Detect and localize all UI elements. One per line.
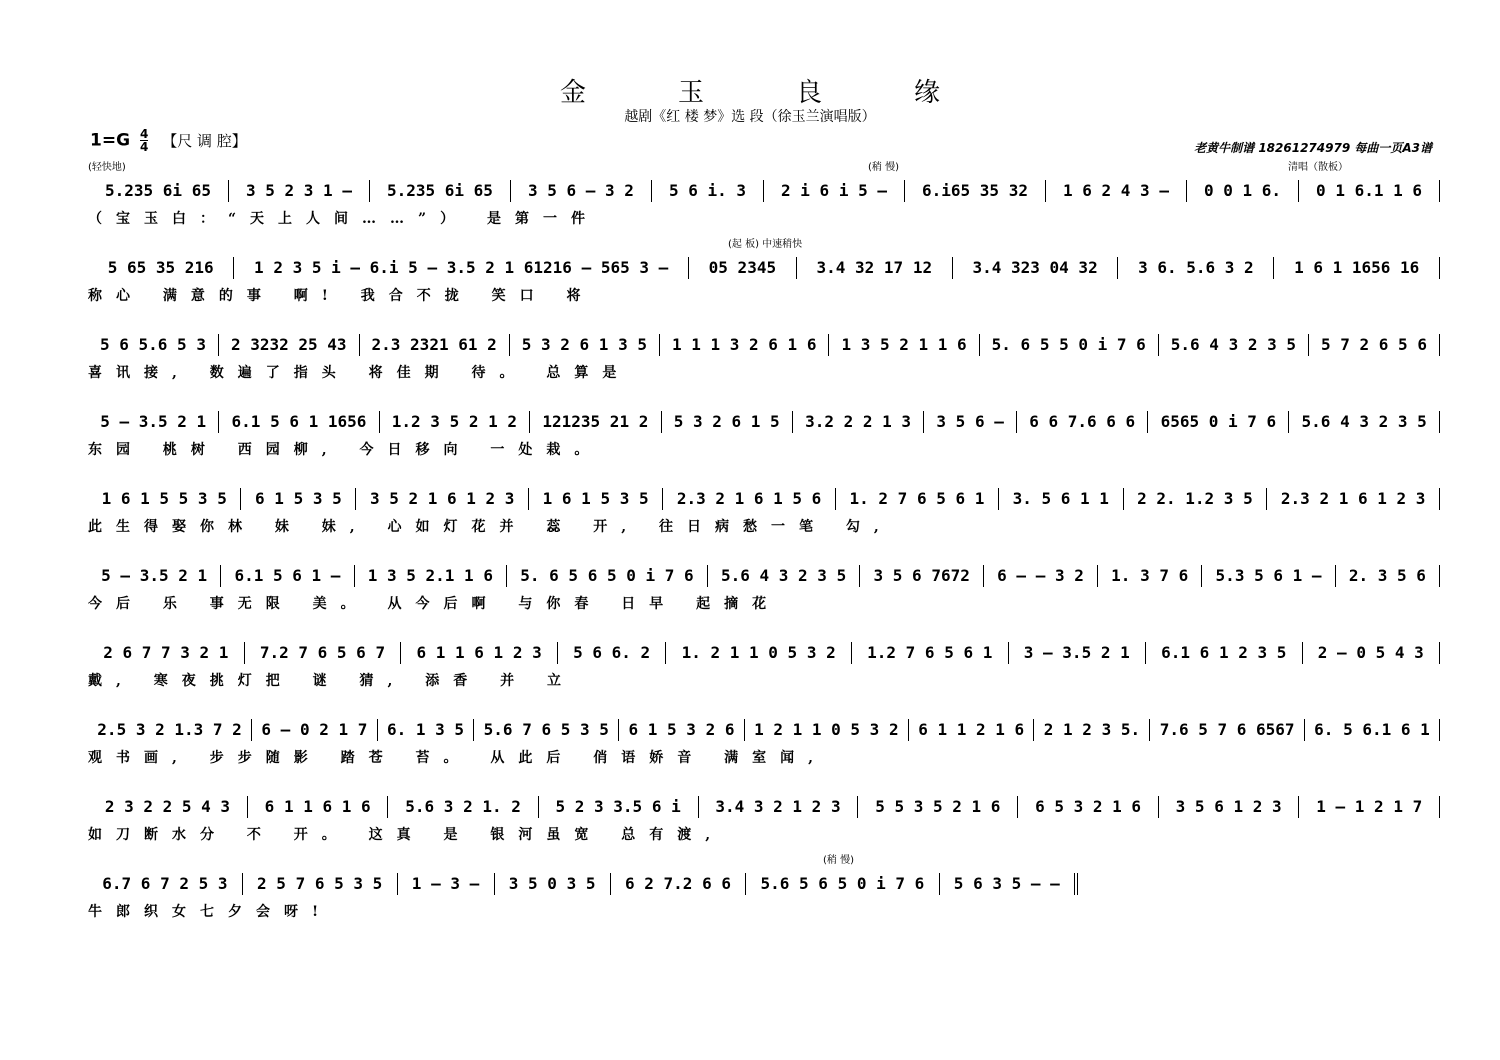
tempo-mark: 清唱（散板） (1288, 162, 1348, 173)
measure: 0 0 1 6. (1187, 180, 1299, 202)
measure: 2.3 2 1 6 1 5 6 (663, 488, 836, 510)
measure: 1 6 1 1656 16 (1274, 257, 1440, 279)
music-system (88, 642, 1440, 702)
measure: 3 5 6 7672 (860, 565, 984, 587)
measure: 6 2 7.2 6 6 (611, 873, 747, 895)
measure: 6565 0 i 7 6 (1148, 411, 1289, 433)
measure: 1.2 7 6 5 6 1 (852, 642, 1009, 664)
measure: 2 3 2 2 5 4 3 (88, 796, 248, 818)
tempo-mark: (稍 慢) (823, 855, 854, 866)
measure: 7.2 7 6 5 6 7 (245, 642, 402, 664)
measure: 6 – 0 2 1 7 (252, 719, 378, 741)
music-system (88, 334, 1440, 394)
measure: 5 3 2 6 1 5 (662, 411, 793, 433)
measure: 2.5 3 2 1.3 7 2 (88, 719, 252, 741)
measure: 6 1 1 6 1 2 3 (401, 642, 558, 664)
measure: 1 2 3 5 i – 6.i 5 – 3.5 2 1 61216 – 565 3 – (234, 257, 689, 279)
notes-row (88, 180, 1440, 202)
measure: 2 6 7 7 3 2 1 (88, 642, 245, 664)
measure: 5 5 3 5 2 1 6 (858, 796, 1018, 818)
notes-row (88, 719, 1440, 741)
measure: 2 3232 25 43 (219, 334, 360, 356)
measure: 1 6 1 5 5 3 5 (88, 488, 241, 510)
measure: 1. 3 7 6 (1098, 565, 1202, 587)
measure: 1 – 1 2 1 7 (1299, 796, 1440, 818)
measure: 5 6 6. 2 (558, 642, 666, 664)
measure: 2 i 6 i 5 – (764, 180, 905, 202)
lyrics-line: 如刀断水分 不 开。 这真 是 银河虽宽 总有渡, (88, 827, 725, 843)
measure: 1. 2 1 1 0 5 3 2 (666, 642, 852, 664)
notes-row (88, 873, 1078, 895)
mode-label: 【尺 调 腔】 (162, 131, 247, 150)
measure: 3.4 323 04 32 (953, 257, 1119, 279)
notes-row (88, 334, 1440, 356)
time-signature (140, 128, 148, 153)
measure: 1 – 3 – (398, 873, 495, 895)
lyrics-line: 观书画, 步步随影 踏苍 苔。 从此后 俏语娇音 满室闻, (88, 750, 827, 766)
measure: 5. 6 5 6 5 0 i 7 6 (507, 565, 708, 587)
measure: 6.7 6 7 2 5 3 (88, 873, 243, 895)
measure: 5 3 2 6 1 3 5 (510, 334, 660, 356)
measure: 1.2 3 5 2 1 2 (380, 411, 531, 433)
measure: 3 – 3.5 2 1 (1009, 642, 1146, 664)
measure: 3 5 0 3 5 (495, 873, 611, 895)
score-title: 金玉良缘 (559, 78, 1032, 108)
measure: 05 2345 (689, 257, 797, 279)
measure: 6 1 5 3 2 6 (619, 719, 745, 741)
music-system (88, 162, 1440, 240)
measure: 1. 2 7 6 5 6 1 (836, 488, 999, 510)
measure: 2. 3 5 6 (1336, 565, 1440, 587)
tempo-mark: (起 板) 中速稍快 (728, 239, 803, 250)
lyrics-line: 喜讯接, 数遍了指头 将佳期 待。 总算是 (88, 365, 631, 381)
measure: 5 2 3 3.5 6 i (539, 796, 699, 818)
measure: 5.6 4 3 2 3 5 (708, 565, 861, 587)
measure: 0 1 6.1 1 6 (1299, 180, 1440, 202)
measure: 6 5 3 2 1 6 (1018, 796, 1159, 818)
measure: 5.235 6i 65 (88, 180, 229, 202)
lyrics-line: 此生得娶你林 妹 妹, 心如灯花并 蕊 开, 往日病愁一笔 勾, (88, 519, 893, 535)
measure: 6 1 1 2 1 6 (909, 719, 1035, 741)
notes-row (88, 565, 1440, 587)
measure: 5.6 7 6 5 3 5 (474, 719, 619, 741)
measure: 6 6 7.6 6 6 (1017, 411, 1148, 433)
tempo-mark: (稍 慢) (868, 162, 899, 173)
measure: 1 1 1 3 2 6 1 6 (660, 334, 829, 356)
music-system (88, 855, 1440, 933)
measure: 3 5 6 – 3 2 (511, 180, 652, 202)
lyrics-line: 牛郎织女七夕会呀! (88, 904, 333, 920)
measure: 3 5 6 1 2 3 (1159, 796, 1300, 818)
measure: 1 6 2 4 3 – (1046, 180, 1187, 202)
measure: 1 6 1 5 3 5 (529, 488, 663, 510)
measure: 5. 6 5 5 0 i 7 6 (980, 334, 1159, 356)
measure: 3.2 2 2 1 3 (793, 411, 924, 433)
measure: 1 3 5 2.1 1 6 (355, 565, 508, 587)
measure: 5 7 2 6 5 6 (1309, 334, 1440, 356)
music-system (88, 239, 1440, 317)
measure: 5.235 6i 65 (370, 180, 511, 202)
measure: 3 6. 5.6 3 2 (1118, 257, 1274, 279)
measure: 5 – 3.5 2 1 (88, 565, 221, 587)
measure: 1 2 1 1 0 5 3 2 (745, 719, 909, 741)
measure: 2 2. 1.2 3 5 (1124, 488, 1268, 510)
time-top: 4 (139, 127, 149, 141)
lyrics-line: 东园 桃树 西园柳, 今日移向 一处栽。 (88, 442, 603, 458)
measure: 3.4 32 17 12 (797, 257, 953, 279)
measure: 6 – – 3 2 (984, 565, 1098, 587)
measure: 3 5 6 – (924, 411, 1017, 433)
measure: 5 65 35 216 (88, 257, 234, 279)
measure: 2 5 7 6 5 3 5 (243, 873, 398, 895)
notes-row (88, 411, 1440, 433)
measure: 6. 5 6.1 6 1 (1305, 719, 1440, 741)
measure: 121235 21 2 (530, 411, 661, 433)
music-system (88, 719, 1440, 779)
measure: 3 5 2 3 1 – (229, 180, 370, 202)
notes-row (88, 488, 1440, 510)
measure: 1 3 5 2 1 1 6 (829, 334, 979, 356)
measure: 6.1 6 1 2 3 5 (1146, 642, 1303, 664)
measure: 7.6 5 7 6 6567 (1150, 719, 1304, 741)
music-system (88, 488, 1440, 548)
lyrics-line: 戴, 寒夜挑灯把 谜 猜, 添香 并 立 (88, 673, 575, 689)
music-system (88, 796, 1440, 856)
measure: 6. 1 3 5 (378, 719, 475, 741)
measure: 2.3 2 1 6 1 2 3 (1267, 488, 1440, 510)
music-system (88, 411, 1440, 471)
measure: 6.1 5 6 1 1656 (219, 411, 379, 433)
measure: 5.3 5 6 1 – (1202, 565, 1335, 587)
measure: 6 1 1 6 1 6 (248, 796, 389, 818)
arranger-credit: 老黄牛制谱 18261274979 每曲一页A3谱 (1194, 141, 1432, 155)
measure: 2 – 0 5 4 3 (1303, 642, 1440, 664)
measure: 5.6 3 2 1. 2 (388, 796, 538, 818)
measure: 5 – 3.5 2 1 (88, 411, 219, 433)
measure: 6.1 5 6 1 – (221, 565, 354, 587)
measure: 3.4 3 2 1 2 3 (699, 796, 859, 818)
tempo-mark: (轻快地) (88, 162, 126, 173)
notes-row (88, 642, 1440, 664)
music-system (88, 565, 1440, 625)
measure: 2 1 2 3 5. (1034, 719, 1150, 741)
measure: 5.6 5 6 5 0 i 7 6 (746, 873, 939, 895)
measure: 5 6 5.6 5 3 (88, 334, 219, 356)
key-signature (90, 128, 247, 153)
lyrics-line: 称心 满意的事 啊! 我合不拢 笑口 将 (88, 288, 595, 304)
key-label: 1=G (90, 130, 131, 151)
notes-row (88, 257, 1440, 279)
lyrics-line: （宝玉白：“天上人间……”） 是第一件 (88, 211, 599, 227)
score-subtitle: 越剧《红 楼 梦》选 段（徐玉兰演唱版） (624, 109, 876, 125)
measure: 6.i65 35 32 (905, 180, 1046, 202)
lyrics-line: 今后 乐 事无限 美。 从今后啊 与你春 日早 起摘花 (88, 596, 781, 612)
measure: 6 1 5 3 5 (241, 488, 356, 510)
measure: 2.3 2321 61 2 (360, 334, 510, 356)
notes-row (88, 796, 1440, 818)
measure: 5 6 i. 3 (652, 180, 764, 202)
measure: 5 6 3 5 – – (940, 873, 1079, 895)
measure: 5.6 4 3 2 3 5 (1159, 334, 1309, 356)
measure: 3 5 2 1 6 1 2 3 (356, 488, 529, 510)
time-bottom: 4 (139, 140, 149, 154)
measure: 5.6 4 3 2 3 5 (1289, 411, 1440, 433)
measure: 3. 5 6 1 1 (999, 488, 1124, 510)
